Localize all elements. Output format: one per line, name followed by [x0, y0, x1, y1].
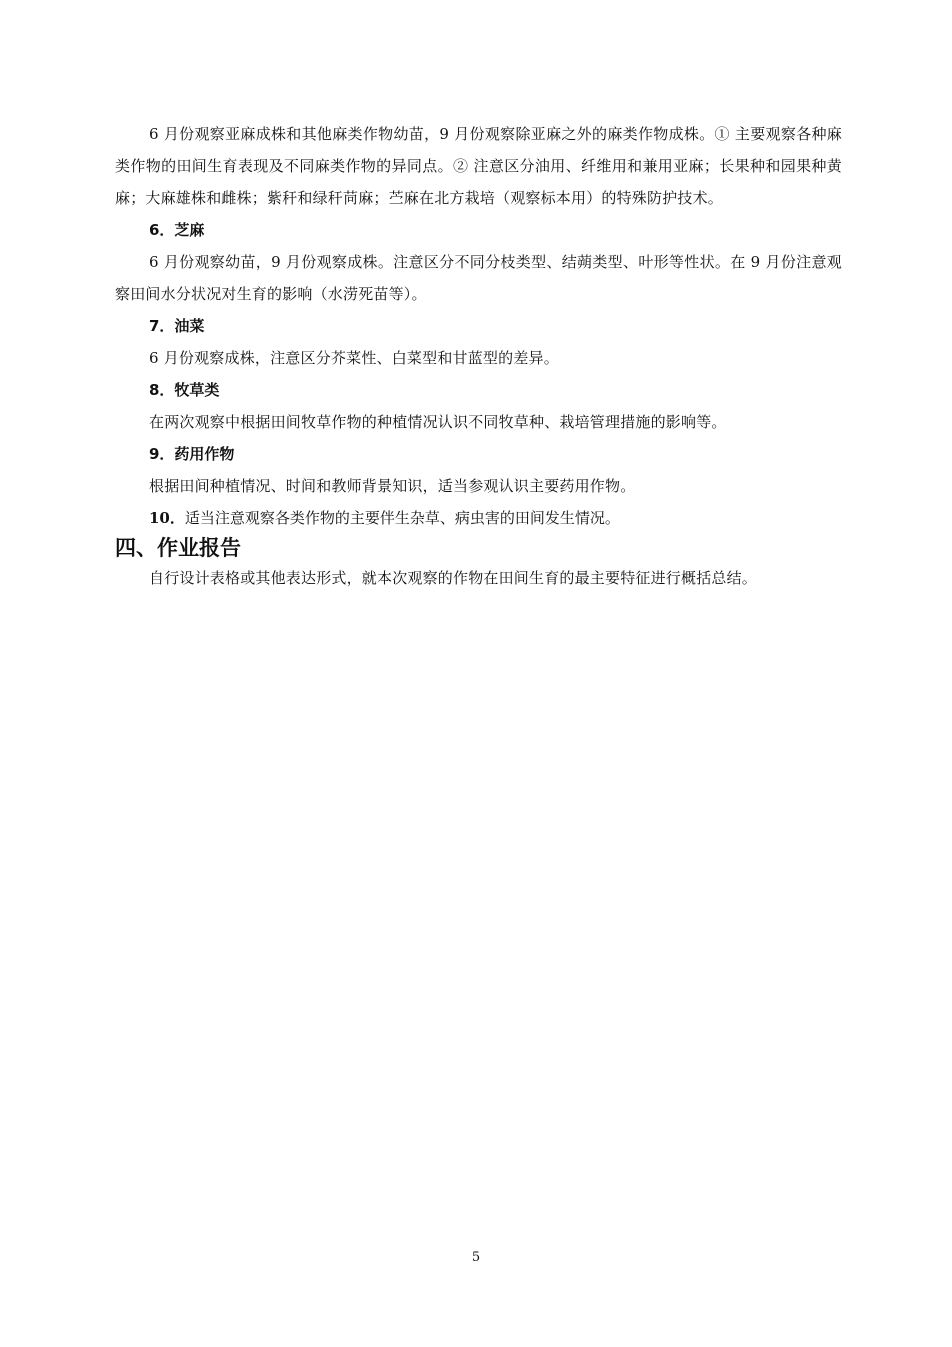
item-10-paragraph: [115, 502, 842, 534]
rapeseed-paragraph: 6 月份观察成株，注意区分芥菜性、白菜型和甘蓝型的差异。: [149, 349, 559, 367]
rapeseed-heading: 7．油菜: [149, 317, 205, 335]
forage-heading: 8．牧草类: [149, 381, 220, 399]
medicinal-heading: 9．药用作物: [149, 445, 235, 463]
section-4-title: 四、作业报告: [115, 536, 241, 560]
section-4-paragraph: 自行设计表格或其他表达形式，就本次观察的作物在田间生育的最主要特征进行概括总结。: [149, 569, 758, 587]
forage-paragraph: 在两次观察中根据田间牧草作物的种植情况认识不同牧草种、栽培管理措施的影响等。: [149, 413, 727, 431]
medicinal-paragraph: 根据田间种植情况、时间和教师背景知识，适当参观认识主要药用作物。: [149, 477, 636, 495]
page-content: [115, 118, 842, 594]
item-10-text: 适当注意观察各类作物的主要伴生杂草、病虫害的田间发生情况。: [184, 509, 620, 527]
sesame-paragraph: 6 月份观察幼苗，9 月份观察成株。注意区分不同分枝类型、结蒴类型、叶形等性状。在 9 月份注意观察田间水分状况对生育的影响（水涝死苗等）。: [115, 253, 842, 303]
item-10-number: 10．: [149, 509, 185, 527]
sesame-heading: 6．芝麻: [149, 221, 205, 239]
flax-paragraph: 6 月份观察亚麻成株和其他麻类作物幼苗，9 月份观察除亚麻之外的麻类作物成株。① 主要观察各种麻类作物的田间生育表现及不同麻类作物的异同点。② 注意区分油用、纤维用和兼用亚麻；长果种和园果种黄麻；大麻雄株和雌株；紫秆和绿秆苘麻；苎麻在北方栽培（观察标本用）的特殊防护技术。: [115, 125, 842, 207]
page-number: 5: [471, 1250, 481, 1265]
